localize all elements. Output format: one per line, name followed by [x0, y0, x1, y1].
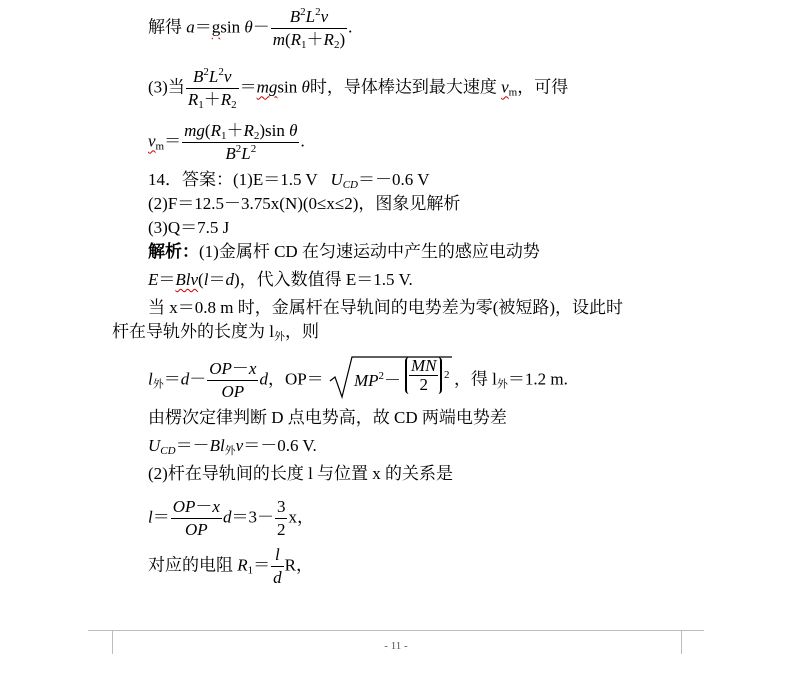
page-number: - 11 - [384, 640, 408, 652]
line-12: $l_外=d-$ $\frac{OP-x}{OP}$ d，OP＝ $MP^2-$ $\frac{MN}{2}$ 2 ，得 $l_外=1.2$ m. [148, 355, 568, 401]
line-14: $U_{CD}=-Bl_外v=-0.6$ V. [148, 436, 317, 457]
line-13: 由楞次定律判断 D 点电势高，故 CD 两端电势差 [148, 408, 507, 427]
line-17: 对应的电阻 $R_1=$ $\frac{l}{d}$ R， [148, 545, 313, 587]
fraction: $\frac{B^2L^2v}{m(R_1+R_2)}$ [272, 6, 346, 51]
line-11: 杆在导轨外的长度为 $l_外$，则 [112, 322, 319, 343]
line-1: 解得 a＝gsin θ－ $\frac{B^2L^2v}{m(R_1+R_2)}$ . [148, 6, 353, 51]
line-5: 14．答案：(1)E＝1.5 V $U_{CD}=-0.6$ V [148, 170, 430, 191]
line-7: (3)Q＝7.5 J [148, 218, 230, 237]
line-16: l＝ $\frac{OP-x}{OP}$ d＝3－ $\frac{3}{2}$ x， [148, 497, 314, 539]
sqrt-expression: $MP^2-$ $\frac{MN}{2}$ 2 [328, 359, 454, 403]
line-6: (2)F＝12.5－3.75x(N)(0≤x≤2)，图象见解析 [148, 194, 461, 213]
line-4: $v_m=$ $\frac{mg(R_1+R_2)\sin \theta}{B^2L^2}$ . [148, 121, 305, 163]
line-8: 解析：(1)金属杆 CD 在匀速运动中产生的感应电动势 [148, 242, 540, 261]
line-10: 当 x＝0.8 m 时，金属杆在导轨间的电势差为零(被短路)，设此时 [148, 298, 624, 317]
line-3: (3)当 $\frac{B^2L^2v}{R_1+R_2}$ ＝mgsin θ时，导体棒达到最大速度 $v_m$，可得 [148, 66, 569, 111]
line-15: (2)杆在导轨间的长度 l 与位置 x 的关系是 [148, 464, 454, 483]
line-9: E＝Blv(l＝d)，代入数值得 E＝1.5 V. [148, 270, 413, 289]
